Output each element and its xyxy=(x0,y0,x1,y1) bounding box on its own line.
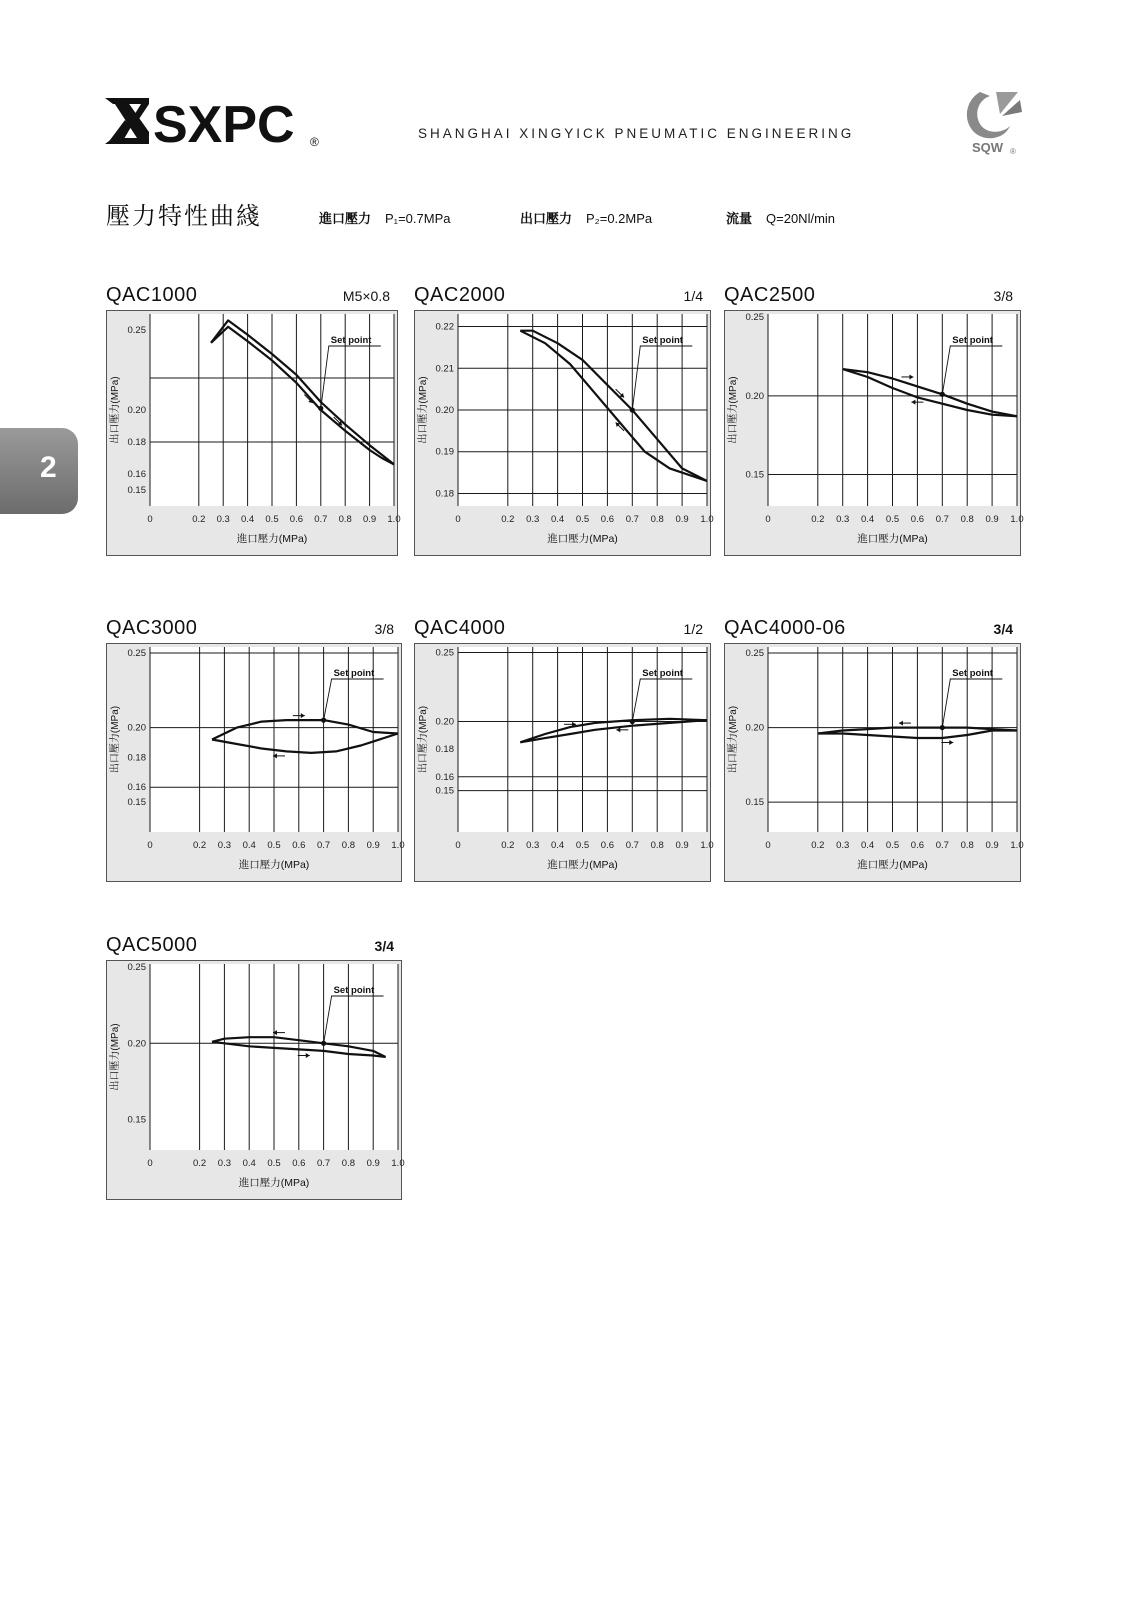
y-tick-label: 0.25 xyxy=(745,647,764,659)
sqw-badge-text: SQW xyxy=(972,140,1004,155)
x-tick-label: 0.4 xyxy=(550,514,565,525)
x-tick-label: 0.4 xyxy=(240,514,255,525)
chart-qac4000-06 xyxy=(724,643,1024,882)
x-tick-label: 1.0 xyxy=(700,514,714,525)
y-tick-label: 0.21 xyxy=(435,363,454,375)
x-tick-label: 0.3 xyxy=(216,514,230,525)
x-tick-label: 0 xyxy=(147,1158,153,1169)
y-tick-label: 0.25 xyxy=(745,312,764,324)
x-tick-label: 0.5 xyxy=(575,514,590,525)
outlet-condition xyxy=(520,208,652,227)
x-tick-label: 0.7 xyxy=(316,840,331,851)
x-tick-label: 0.5 xyxy=(885,840,900,851)
x-tick-label: 0.7 xyxy=(625,840,639,851)
x-tick-label: 0 xyxy=(455,840,461,851)
y-tick-label: 0.20 xyxy=(435,405,454,416)
x-axis-label: 進口壓力(MPa) xyxy=(547,859,618,871)
x-tick-label: 0.2 xyxy=(192,1158,207,1169)
chart-qac2500 xyxy=(724,310,1024,556)
x-tick-label: 0.2 xyxy=(501,514,515,525)
set-point-label: Set point xyxy=(642,668,683,679)
y-tick-label: 0.25 xyxy=(127,647,146,659)
y-axis-label: 出口壓力(MPa) xyxy=(110,1023,121,1091)
x-axis-label: 進口壓力(MPa) xyxy=(238,859,310,871)
x-tick-label: 0.9 xyxy=(985,840,999,851)
inlet-label: 進口壓力 xyxy=(319,211,372,226)
chart-qac2000 xyxy=(414,310,714,556)
registered-mark: ® xyxy=(310,135,319,149)
x-tick-label: 0.5 xyxy=(885,514,900,525)
x-tick-label: 0 xyxy=(455,514,461,525)
set-point-label: Set point xyxy=(333,985,375,996)
x-tick-label: 0.8 xyxy=(650,840,664,851)
x-tick-label: 0 xyxy=(765,514,771,525)
y-tick-label: 0.20 xyxy=(127,1038,146,1050)
chart-model: QAC4000-06 xyxy=(724,617,846,639)
x-tick-label: 0.2 xyxy=(192,840,207,851)
x-tick-label: 0.9 xyxy=(985,514,999,525)
y-tick-label: 0.25 xyxy=(127,962,146,974)
y-tick-label: 0.25 xyxy=(127,325,146,336)
y-tick-label: 0.15 xyxy=(127,1114,146,1126)
y-tick-label: 0.16 xyxy=(435,771,454,783)
chart-panel-qac2500 xyxy=(724,284,1024,556)
x-tick-label: 0 xyxy=(147,840,153,851)
x-tick-label: 0.6 xyxy=(292,1158,306,1169)
section-heading xyxy=(106,196,1006,232)
x-tick-label: 0.3 xyxy=(836,514,850,525)
set-point-label: Set point xyxy=(952,335,993,346)
y-axis-label: 出口壓力(MPa) xyxy=(418,376,429,444)
x-tick-label: 0.5 xyxy=(575,840,590,851)
x-tick-label: 0.5 xyxy=(267,1158,281,1169)
x-tick-label: 0.5 xyxy=(265,514,279,525)
section-tab[interactable] xyxy=(0,428,78,514)
x-tick-label: 0.7 xyxy=(935,514,949,525)
x-tick-label: 0.2 xyxy=(811,514,825,525)
x-tick-label: 0.5 xyxy=(267,840,281,851)
flow-condition xyxy=(726,208,835,227)
x-tick-label: 0.7 xyxy=(935,840,949,851)
page-title: 壓力特性曲綫 xyxy=(106,203,262,230)
y-tick-label: 0.19 xyxy=(435,446,454,458)
x-tick-label: 0.7 xyxy=(625,514,639,525)
y-tick-label: 0.22 xyxy=(435,321,454,333)
x-tick-label: 0.8 xyxy=(338,514,352,525)
x-tick-label: 0.9 xyxy=(675,840,689,851)
y-tick-label: 0.20 xyxy=(745,390,764,402)
chart-port-size: 1/4 xyxy=(683,288,703,304)
chart-panel-qac4000-06 xyxy=(724,617,1024,882)
y-axis-label: 出口壓力(MPa) xyxy=(110,705,121,774)
set-point-label: Set point xyxy=(330,335,372,346)
chart-qac5000 xyxy=(106,960,405,1200)
chart-port-size: 3/8 xyxy=(374,621,394,637)
chart-model: QAC2000 xyxy=(414,284,506,306)
outlet-label: 出口壓力 xyxy=(520,211,573,226)
x-tick-label: 0.6 xyxy=(910,514,925,525)
x-tick-label: 0.8 xyxy=(341,1158,356,1169)
chart-qac4000 xyxy=(414,643,714,882)
chart-model: QAC2500 xyxy=(724,284,816,306)
sqw-registered: ® xyxy=(1010,147,1016,156)
inlet-value: P₁=0.7MPa xyxy=(385,211,451,226)
chart-port-size: M5×0.8 xyxy=(342,288,390,304)
y-axis-label: 出口壓力(MPa) xyxy=(728,376,739,444)
x-tick-label: 0.3 xyxy=(526,514,540,525)
chart-model: QAC3000 xyxy=(106,617,198,639)
x-tick-label: 0.6 xyxy=(600,840,615,851)
x-tick-label: 0.3 xyxy=(217,1158,232,1169)
chart-port-size: 1/2 xyxy=(683,621,703,637)
chart-port-size: 3/4 xyxy=(374,938,394,954)
x-tick-label: 0.7 xyxy=(316,1158,331,1169)
y-tick-label: 0.18 xyxy=(127,752,146,764)
y-tick-label: 0.18 xyxy=(435,744,454,756)
x-tick-label: 0.7 xyxy=(314,514,328,525)
chart-panel-qac1000 xyxy=(106,284,401,556)
x-tick-label: 0.9 xyxy=(366,1158,380,1169)
y-axis-label: 出口壓力(MPa) xyxy=(418,705,429,774)
chart-port-size: 3/8 xyxy=(993,288,1013,304)
x-axis-label: 進口壓力(MPa) xyxy=(238,1177,310,1189)
x-tick-label: 0.6 xyxy=(910,840,925,851)
chart-panel-qac2000 xyxy=(414,284,714,556)
x-tick-label: 0.9 xyxy=(366,840,380,851)
x-tick-label: 0.4 xyxy=(550,840,565,851)
x-axis-label: 進口壓力(MPa) xyxy=(236,533,308,545)
chart-panel-qac3000 xyxy=(106,617,405,882)
x-tick-label: 0.2 xyxy=(811,840,825,851)
outlet-value: P₂=0.2MPa xyxy=(586,211,653,226)
sqw-logo xyxy=(960,86,1030,158)
y-tick-label: 0.16 xyxy=(127,782,146,794)
x-tick-label: 0.8 xyxy=(960,840,974,851)
y-tick-label: 0.15 xyxy=(745,797,764,809)
x-tick-label: 0 xyxy=(765,840,771,851)
x-tick-label: 0.6 xyxy=(289,514,304,525)
x-tick-label: 0.4 xyxy=(860,840,875,851)
x-axis-label: 進口壓力(MPa) xyxy=(547,533,618,545)
x-tick-label: 0.4 xyxy=(242,840,256,851)
x-tick-label: 1.0 xyxy=(1010,840,1024,851)
inlet-condition xyxy=(319,208,450,227)
x-tick-label: 0.9 xyxy=(675,514,689,525)
brand-text: SXPC xyxy=(153,96,295,154)
section-tab-number: 2 xyxy=(40,451,57,484)
x-tick-label: 0.6 xyxy=(600,514,615,525)
x-tick-label: 1.0 xyxy=(391,840,405,851)
x-tick-label: 0.8 xyxy=(650,514,664,525)
chart-panel-qac4000 xyxy=(414,617,714,882)
x-tick-label: 0.6 xyxy=(292,840,306,851)
y-tick-label: 0.18 xyxy=(435,488,454,500)
flow-label: 流量 xyxy=(726,211,753,226)
y-tick-label: 0.20 xyxy=(435,716,454,728)
sxpc-logo-mark xyxy=(105,98,149,144)
x-tick-label: 0 xyxy=(147,514,153,525)
y-axis-label: 出口壓力(MPa) xyxy=(110,376,121,444)
chart-port-size: 3/4 xyxy=(993,621,1013,637)
x-tick-label: 0.3 xyxy=(836,840,850,851)
x-tick-label: 0.4 xyxy=(242,1158,256,1169)
chart-qac1000 xyxy=(106,310,401,556)
y-tick-label: 0.15 xyxy=(127,797,146,809)
chart-model: QAC5000 xyxy=(106,934,198,956)
company-name: SHANGHAI XINGYICK PNEUMATIC ENGINEERING xyxy=(418,126,855,141)
x-axis-label: 進口壓力(MPa) xyxy=(857,859,928,871)
y-tick-label: 0.25 xyxy=(435,647,454,659)
y-tick-label: 0.15 xyxy=(435,785,454,797)
y-tick-label: 0.20 xyxy=(127,405,146,416)
chart-model: QAC1000 xyxy=(106,284,198,306)
y-tick-label: 0.15 xyxy=(127,485,146,496)
x-tick-label: 0.2 xyxy=(501,840,515,851)
sxpc-logo xyxy=(105,92,330,154)
x-tick-label: 0.2 xyxy=(192,514,206,525)
x-tick-label: 0.3 xyxy=(217,840,232,851)
x-tick-label: 0.4 xyxy=(860,514,875,525)
x-axis-label: 進口壓力(MPa) xyxy=(857,533,928,545)
y-tick-label: 0.20 xyxy=(127,722,146,734)
y-tick-label: 0.16 xyxy=(127,469,146,480)
y-tick-label: 0.15 xyxy=(745,469,764,481)
y-tick-label: 0.20 xyxy=(745,722,764,734)
set-point-label: Set point xyxy=(333,668,375,679)
x-tick-label: 0.9 xyxy=(362,514,377,525)
set-point-label: Set point xyxy=(642,335,683,346)
y-tick-label: 0.18 xyxy=(127,437,146,448)
x-tick-label: 0.8 xyxy=(960,514,974,525)
x-tick-label: 1.0 xyxy=(1010,514,1024,525)
x-tick-label: 1.0 xyxy=(391,1158,405,1169)
x-tick-label: 1.0 xyxy=(700,840,714,851)
set-point-label: Set point xyxy=(952,668,993,679)
x-tick-label: 0.3 xyxy=(526,840,540,851)
flow-value: Q=20Nl/min xyxy=(766,211,836,226)
chart-panel-qac5000 xyxy=(106,934,405,1200)
x-tick-label: 1.0 xyxy=(387,514,401,525)
y-axis-label: 出口壓力(MPa) xyxy=(728,705,739,774)
chart-qac3000 xyxy=(106,643,405,882)
chart-model: QAC4000 xyxy=(414,617,506,639)
x-tick-label: 0.8 xyxy=(341,840,356,851)
